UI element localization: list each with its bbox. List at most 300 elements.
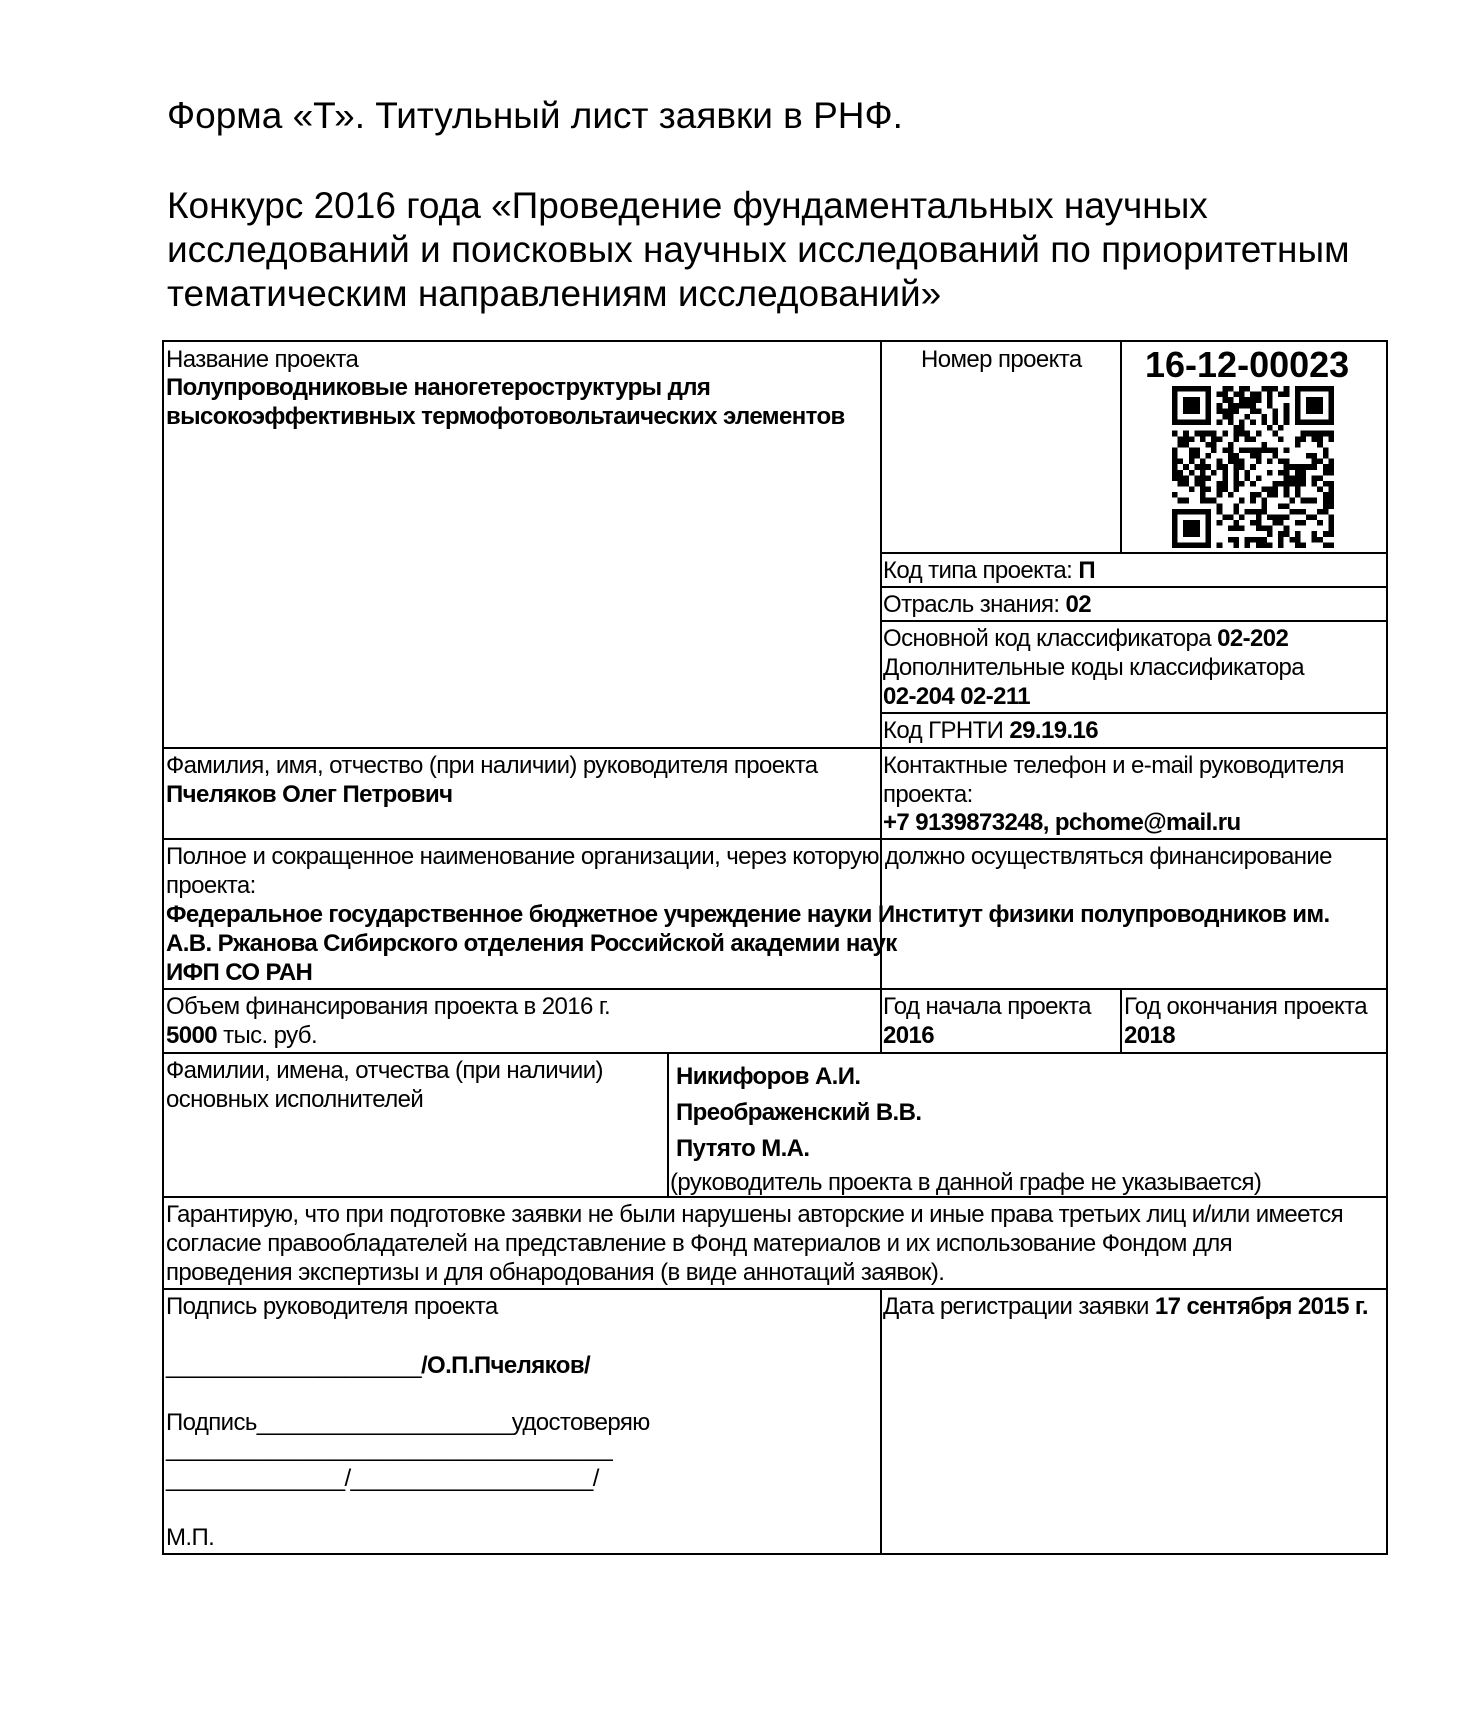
qr-module — [1183, 509, 1189, 515]
qr-module — [1278, 481, 1284, 487]
qr-module — [1233, 425, 1239, 431]
qr-module — [1183, 542, 1189, 548]
qr-module — [1194, 403, 1200, 409]
table-border-bottom — [162, 1553, 1388, 1555]
qr-module — [1183, 408, 1189, 414]
organization-short-name: ИФП СО РАН — [166, 959, 313, 986]
qr-module — [1194, 481, 1200, 487]
qr-module — [1217, 392, 1223, 398]
qr-module — [1178, 459, 1184, 465]
qr-module — [1295, 386, 1301, 392]
qr-module — [1317, 520, 1323, 526]
qr-module — [1295, 408, 1301, 414]
qr-module — [1267, 492, 1273, 498]
qr-module — [1323, 498, 1329, 504]
qr-module — [1228, 414, 1234, 420]
qr-module — [1245, 509, 1251, 515]
qr-module — [1233, 481, 1239, 487]
qr-module — [1278, 392, 1284, 398]
qr-module — [1300, 420, 1306, 426]
qr-module — [1273, 447, 1279, 453]
contest-title-line1: Конкурс 2016 года «Проведение фундаментальных научных — [167, 185, 1208, 226]
qr-module — [1189, 408, 1195, 414]
qr-module — [1250, 403, 1256, 409]
qr-module — [1183, 431, 1189, 437]
table-divider — [1120, 340, 1122, 554]
qr-module — [1323, 531, 1329, 537]
qr-module — [1289, 464, 1295, 470]
contest-title-line3: тематическим направлениям исследований» — [167, 273, 942, 314]
qr-module — [1250, 392, 1256, 398]
qr-module — [1267, 459, 1273, 465]
qr-module — [1189, 509, 1195, 515]
qr-module — [1300, 509, 1306, 515]
qr-module — [1312, 464, 1318, 470]
qr-module — [1189, 420, 1195, 426]
qr-module — [1250, 447, 1256, 453]
qr-module — [1239, 386, 1245, 392]
project-name-line1: Полупроводниковые наногетероструктуры для — [166, 374, 711, 401]
qr-module — [1250, 397, 1256, 403]
qr-module — [1284, 403, 1290, 409]
qr-module — [1172, 414, 1178, 420]
qr-module — [1256, 492, 1262, 498]
qr-module — [1267, 392, 1273, 398]
qr-module — [1250, 481, 1256, 487]
qr-module — [1245, 414, 1251, 420]
qr-module — [1200, 509, 1206, 515]
qr-module — [1261, 509, 1267, 515]
table-rule — [162, 988, 1388, 990]
qr-module — [1273, 481, 1279, 487]
qr-module — [1233, 520, 1239, 526]
qr-module — [1284, 531, 1290, 537]
qr-module — [1228, 386, 1234, 392]
registration-row — [883, 1295, 1368, 1319]
qr-module — [1233, 453, 1239, 459]
qr-module — [1267, 531, 1273, 537]
qr-module — [1323, 481, 1329, 487]
qr-module — [1189, 520, 1195, 526]
qr-module — [1250, 498, 1256, 504]
funding-label: Объем финансирования проекта в 2016 г. — [166, 993, 611, 1020]
qr-module — [1222, 475, 1228, 481]
qr-module — [1211, 431, 1217, 437]
executors-label-line1: Фамилии, имена, отчества (при наличии) — [166, 1057, 603, 1084]
qr-module — [1278, 531, 1284, 537]
qr-module — [1267, 386, 1273, 392]
table-border-top — [162, 340, 1388, 342]
qr-module — [1317, 408, 1323, 414]
qr-module — [1273, 431, 1279, 437]
qr-module — [1256, 514, 1262, 520]
qr-module — [1295, 509, 1301, 515]
qr-module — [1245, 475, 1251, 481]
qr-module — [1239, 447, 1245, 453]
qr-module — [1206, 414, 1212, 420]
qr-module — [1228, 447, 1234, 453]
classifier-main-row — [883, 627, 1288, 651]
qr-module — [1206, 431, 1212, 437]
executor-name: Преображенский В.В. — [676, 1099, 922, 1126]
project-type-value: П — [1078, 557, 1095, 584]
qr-module — [1278, 520, 1284, 526]
qr-module — [1206, 487, 1212, 493]
qr-module — [1217, 520, 1223, 526]
qr-module — [1200, 492, 1206, 498]
qr-module — [1178, 386, 1184, 392]
qr-module — [1211, 498, 1217, 504]
qr-module — [1323, 542, 1329, 548]
qr-module — [1239, 526, 1245, 532]
qr-module — [1250, 436, 1256, 442]
qr-module — [1183, 498, 1189, 504]
qr-module — [1172, 509, 1178, 515]
qr-module — [1206, 397, 1212, 403]
qr-module — [1300, 520, 1306, 526]
qr-module — [1172, 464, 1178, 470]
qr-module — [1284, 514, 1290, 520]
qr-module — [1267, 470, 1273, 476]
qr-module — [1323, 431, 1329, 437]
qr-module — [1312, 475, 1318, 481]
qr-module — [1200, 436, 1206, 442]
qr-module — [1256, 475, 1262, 481]
qr-module — [1183, 526, 1189, 532]
qr-module — [1306, 408, 1312, 414]
qr-module — [1328, 542, 1334, 548]
qr-module — [1261, 386, 1267, 392]
qr-module — [1328, 431, 1334, 437]
contacts-label-line1: Контактные телефон и e-mail руководителя — [883, 752, 1344, 779]
qr-module — [1228, 537, 1234, 543]
qr-module — [1189, 526, 1195, 532]
qr-module — [1172, 403, 1178, 409]
qr-module — [1323, 447, 1329, 453]
qr-module — [1289, 475, 1295, 481]
qr-module — [1284, 487, 1290, 493]
qr-module — [1328, 498, 1334, 504]
qr-module — [1206, 442, 1212, 448]
qr-module — [1233, 475, 1239, 481]
table-divider — [880, 1288, 882, 1555]
qr-module — [1317, 386, 1323, 392]
funding-value: 5000 — [166, 1022, 217, 1049]
guarantee-line3: проведения экспертизы и для обнародования (в виде аннотаций заявок). — [166, 1259, 945, 1286]
qr-module — [1328, 487, 1334, 493]
qr-module — [1183, 520, 1189, 526]
qr-module — [1312, 481, 1318, 487]
qr-module — [1312, 537, 1318, 543]
qr-module — [1239, 431, 1245, 437]
qr-module — [1172, 542, 1178, 548]
qr-module — [1273, 492, 1279, 498]
project-type-label: Код типа проекта: — [883, 557, 1073, 584]
knowledge-field-row — [883, 593, 1091, 617]
qr-module — [1206, 509, 1212, 515]
qr-module — [1200, 431, 1206, 437]
qr-module — [1300, 542, 1306, 548]
qr-module — [1206, 531, 1212, 537]
qr-module — [1239, 403, 1245, 409]
qr-module — [1183, 403, 1189, 409]
qr-module — [1273, 408, 1279, 414]
qr-module — [1183, 475, 1189, 481]
qr-module — [1222, 431, 1228, 437]
qr-module — [1222, 487, 1228, 493]
qr-module — [1317, 403, 1323, 409]
executor-name: Путято М.А. — [676, 1135, 810, 1162]
qr-module — [1228, 397, 1234, 403]
qr-module — [1172, 420, 1178, 426]
organization-full-line2: А.В. Ржанова Сибирского отделения Российской академии наук — [166, 930, 897, 957]
qr-module — [1178, 442, 1184, 448]
qr-module — [1278, 542, 1284, 548]
qr-module — [1233, 537, 1239, 543]
qr-module — [1250, 453, 1256, 459]
qr-module — [1228, 459, 1234, 465]
end-year-value: 2018 — [1124, 1022, 1175, 1049]
qr-module — [1194, 397, 1200, 403]
qr-module — [1256, 537, 1262, 543]
qr-module — [1222, 447, 1228, 453]
qr-module — [1284, 459, 1290, 465]
qr-module — [1295, 442, 1301, 448]
qr-module — [1211, 470, 1217, 476]
table-rule — [162, 1196, 1388, 1198]
qr-module — [1295, 414, 1301, 420]
stamp-label: М.П. — [166, 1524, 215, 1551]
qr-module — [1312, 453, 1318, 459]
qr-module — [1295, 420, 1301, 426]
qr-module — [1256, 509, 1262, 515]
qr-module — [1239, 397, 1245, 403]
table-divider — [880, 988, 882, 1054]
qr-module — [1278, 470, 1284, 476]
qr-module — [1328, 492, 1334, 498]
qr-module — [1284, 526, 1290, 532]
qr-module — [1250, 520, 1256, 526]
qr-module — [1300, 498, 1306, 504]
qr-module — [1328, 481, 1334, 487]
qr-module — [1312, 531, 1318, 537]
qr-module — [1284, 386, 1290, 392]
qr-module — [1194, 408, 1200, 414]
qr-module — [1300, 464, 1306, 470]
qr-module — [1228, 408, 1234, 414]
executors-note: (руководитель проекта в данной графе не указывается) — [670, 1169, 1262, 1196]
qr-module — [1189, 531, 1195, 537]
qr-module — [1323, 492, 1329, 498]
qr-module — [1239, 514, 1245, 520]
qr-module — [1172, 514, 1178, 520]
qr-module — [1222, 464, 1228, 470]
qr-module — [1233, 392, 1239, 398]
project-type-row — [883, 559, 1095, 583]
qr-module — [1245, 386, 1251, 392]
qr-module — [1206, 408, 1212, 414]
qr-module — [1295, 392, 1301, 398]
qr-module — [1200, 386, 1206, 392]
qr-module — [1328, 464, 1334, 470]
qr-module — [1239, 392, 1245, 398]
qr-module — [1194, 464, 1200, 470]
qr-module — [1273, 414, 1279, 420]
qr-module — [1261, 442, 1267, 448]
qr-module — [1323, 464, 1329, 470]
qr-module — [1217, 487, 1223, 493]
qr-module — [1228, 526, 1234, 532]
table-rule — [881, 552, 1388, 554]
funding-row — [166, 1024, 317, 1048]
qr-module — [1295, 520, 1301, 526]
qr-module — [1284, 475, 1290, 481]
qr-module — [1267, 397, 1273, 403]
qr-module — [1328, 514, 1334, 520]
qr-module — [1273, 487, 1279, 493]
qr-module — [1323, 420, 1329, 426]
qr-module — [1256, 453, 1262, 459]
qr-module — [1233, 503, 1239, 509]
table-border-left — [162, 340, 164, 1555]
qr-module — [1295, 492, 1301, 498]
qr-module — [1295, 470, 1301, 476]
qr-module — [1317, 436, 1323, 442]
qr-module — [1233, 542, 1239, 548]
qr-module — [1189, 403, 1195, 409]
qr-module — [1328, 526, 1334, 532]
signature-label: Подпись руководителя проекта — [166, 1293, 498, 1320]
qr-module — [1222, 392, 1228, 398]
qr-module — [1206, 403, 1212, 409]
qr-module — [1172, 475, 1178, 481]
knowledge-field-label: Отрасль знания: — [883, 591, 1060, 618]
qr-module — [1328, 408, 1334, 414]
project-name-line2: высокоэффективных термофотовольтаических элементов — [166, 403, 845, 430]
qr-module — [1189, 487, 1195, 493]
qr-module — [1328, 503, 1334, 509]
table-divider — [880, 340, 882, 990]
project-number-value: 16-12-00023 — [1145, 344, 1350, 385]
project-name-label: Название проекта — [166, 346, 359, 373]
qr-module — [1172, 526, 1178, 532]
qr-module — [1317, 431, 1323, 437]
qr-module — [1233, 403, 1239, 409]
qr-module — [1312, 514, 1318, 520]
qr-module — [1250, 408, 1256, 414]
qr-module — [1228, 492, 1234, 498]
qr-module — [1172, 520, 1178, 526]
qr-module — [1172, 408, 1178, 414]
qr-module — [1328, 436, 1334, 442]
qr-module — [1189, 447, 1195, 453]
table-border-right — [1386, 340, 1388, 1555]
qr-module — [1317, 459, 1323, 465]
qr-module — [1222, 408, 1228, 414]
table-rule — [881, 620, 1388, 622]
qr-module — [1233, 459, 1239, 465]
organization-label-line2: проекта: — [166, 872, 256, 899]
qr-module — [1183, 386, 1189, 392]
registration-label: Дата регистрации заявки — [883, 1293, 1149, 1320]
qr-module — [1194, 531, 1200, 537]
qr-module — [1178, 498, 1184, 504]
qr-module — [1300, 481, 1306, 487]
leader-label: Фамилия, имя, отчество (при наличии) руководителя проекта — [166, 752, 818, 779]
qr-module — [1312, 498, 1318, 504]
qr-module — [1295, 481, 1301, 487]
qr-module — [1295, 542, 1301, 548]
qr-module — [1245, 447, 1251, 453]
qr-module — [1245, 542, 1251, 548]
leader-name: Пчеляков Олег Петрович — [166, 781, 453, 808]
qr-module — [1328, 397, 1334, 403]
qr-module — [1278, 503, 1284, 509]
qr-module — [1178, 481, 1184, 487]
qr-module — [1245, 403, 1251, 409]
funding-unit: тыс. руб. — [223, 1022, 318, 1049]
qr-module — [1217, 492, 1223, 498]
table-divider — [667, 1052, 669, 1198]
qr-module — [1328, 470, 1334, 476]
classifier-main-value: 02-202 — [1217, 625, 1289, 652]
qr-module — [1267, 447, 1273, 453]
qr-module — [1206, 386, 1212, 392]
qr-module — [1189, 397, 1195, 403]
qr-module — [1328, 520, 1334, 526]
qr-module — [1206, 514, 1212, 520]
qr-module — [1239, 464, 1245, 470]
qr-module — [1200, 498, 1206, 504]
qr-module — [1256, 526, 1262, 532]
qr-module — [1245, 397, 1251, 403]
qr-module — [1217, 503, 1223, 509]
qr-module — [1183, 420, 1189, 426]
qr-module — [1172, 470, 1178, 476]
qr-module — [1217, 408, 1223, 414]
qr-module — [1284, 464, 1290, 470]
qr-module — [1278, 537, 1284, 543]
qr-module — [1261, 487, 1267, 493]
qr-module — [1200, 459, 1206, 465]
qr-module — [1317, 397, 1323, 403]
qr-module — [1211, 442, 1217, 448]
qr-module — [1267, 487, 1273, 493]
qr-module — [1233, 526, 1239, 532]
qr-module — [1189, 542, 1195, 548]
qr-module — [1172, 531, 1178, 537]
project-number-label: Номер проекта — [921, 346, 1082, 373]
qr-module — [1206, 520, 1212, 526]
qr-module — [1256, 459, 1262, 465]
qr-module — [1278, 425, 1284, 431]
qr-module — [1284, 492, 1290, 498]
qr-module — [1306, 420, 1312, 426]
qr-module — [1206, 420, 1212, 426]
qr-module — [1178, 420, 1184, 426]
qr-module — [1328, 414, 1334, 420]
contest-title-line2: исследований и поисковых научных исследований по приоритетным — [167, 229, 1350, 270]
qr-module — [1295, 403, 1301, 409]
qr-module — [1278, 514, 1284, 520]
qr-module — [1222, 397, 1228, 403]
qr-module — [1317, 537, 1323, 543]
qr-module — [1261, 447, 1267, 453]
qr-module — [1183, 436, 1189, 442]
table-rule — [162, 1288, 1388, 1290]
qr-module — [1211, 447, 1217, 453]
qr-module — [1194, 447, 1200, 453]
